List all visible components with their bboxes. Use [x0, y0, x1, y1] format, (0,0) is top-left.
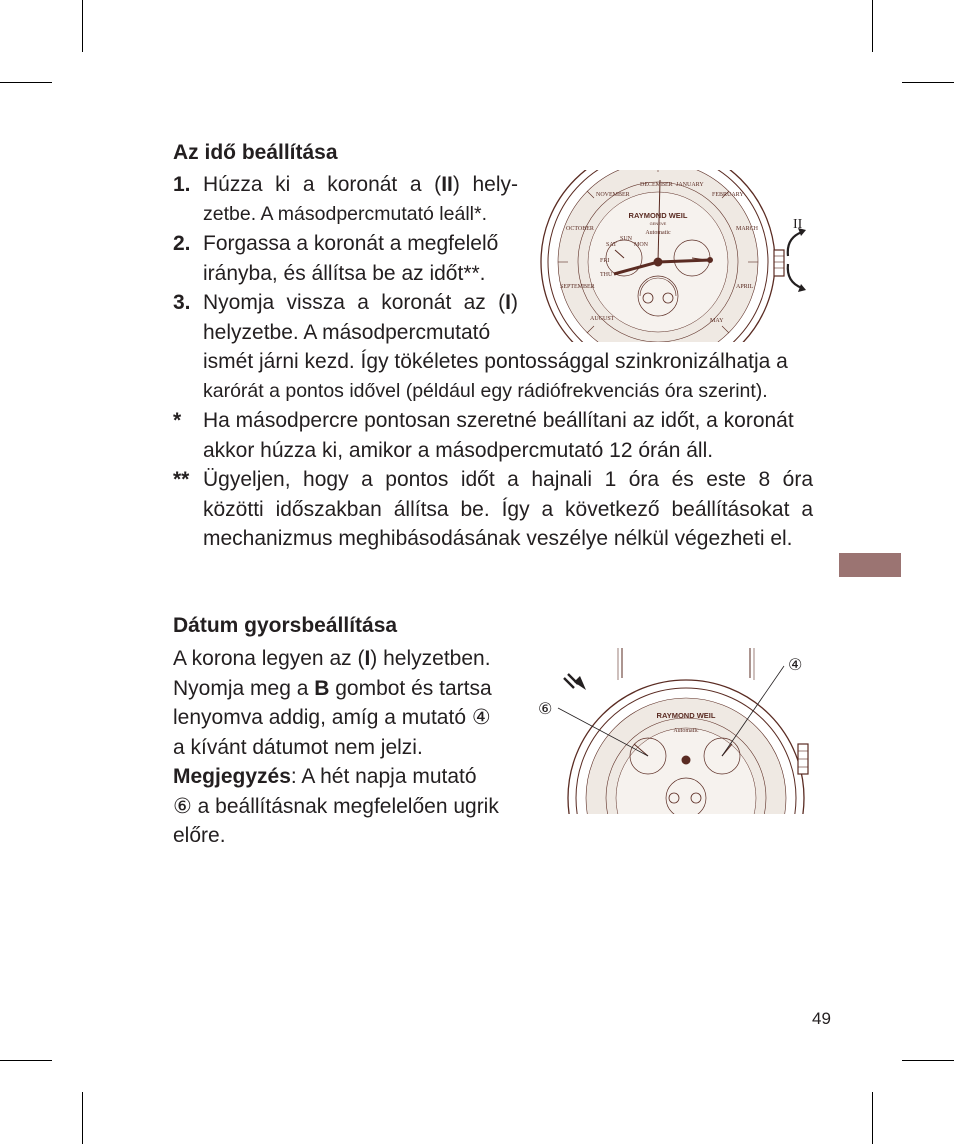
crop-mark [82, 1092, 83, 1144]
note-line: Ha másodpercre pontosan szeretné beállítani az időt, a koronát [203, 409, 794, 432]
section-title-time-setting: Az idő beállítása [173, 141, 338, 164]
dial-text: Automatic [673, 728, 699, 734]
crop-mark [902, 1060, 954, 1061]
callout-6-icon: ⑥ [538, 701, 553, 718]
crop-mark [872, 0, 873, 52]
instruction-line: Nyomja meg a B gombot és tartsa [173, 676, 492, 700]
month-label: MARCH [736, 226, 759, 232]
instruction-line: A korona legyen az (I) helyzetben. [173, 647, 491, 670]
page-number: 49 [812, 1009, 831, 1028]
day-label: SAT [606, 242, 617, 248]
step-number: 1. [173, 173, 191, 196]
crop-mark [0, 1060, 52, 1061]
date-instructions [173, 644, 518, 851]
step-line: karórát a pontos idővel (például egy rádiófrekvenciás óra szerint). [203, 379, 768, 402]
month-label: MAY [710, 318, 724, 324]
month-label: AUGUST [590, 316, 615, 322]
step-1 [173, 170, 518, 230]
step-number: 2. [173, 232, 191, 255]
month-label: DECEMBER [640, 182, 673, 188]
note-mark: ** [173, 468, 190, 491]
note-line: Ügyeljen, hogy a pontos időt a hajnali 1 óra és este 8 óra [203, 468, 813, 491]
note-line: ⑥ a beállításnak megfelelően ugrik [173, 794, 499, 818]
step-number: 3. [173, 291, 191, 314]
language-tab-marker [839, 553, 901, 577]
step-line: Húzza ki a koronát a (II) hely- [203, 173, 518, 196]
crop-mark [902, 82, 954, 83]
instruction-line: lenyomva addig, amíg a mutató ④ [173, 706, 491, 729]
month-label: JANUARY [676, 182, 704, 188]
note-line: Megjegyzés: A hét napja mutató [173, 765, 477, 788]
step-line: irányba, és állítsa be az időt**. [203, 261, 486, 285]
step-line: Forgassa a koronát a megfelelő [203, 232, 499, 255]
crown-position-label: II [793, 217, 803, 232]
day-label: MON [634, 242, 649, 248]
day-label: FRI [600, 258, 610, 264]
month-label: SEPTEMBER [560, 284, 595, 290]
crop-mark [0, 82, 52, 83]
step-line: ismét járni kezd. Így tökéletes pontossággal szinkronizálhatja a [203, 350, 788, 373]
note-line: mechanizmus meghibásodásának veszélye nélkül végezheti el. [203, 527, 793, 550]
step-line: zetbe. A másodpercmutató leáll*. [203, 202, 487, 225]
brand-logo: RAYMOND WEIL [656, 711, 716, 720]
step-line: helyzetbe. A másodpercmutató [203, 320, 491, 344]
crop-mark [872, 1092, 873, 1144]
watch-figure-crown-position [540, 170, 820, 345]
day-label: SUN [620, 236, 633, 242]
instruction-line: a kívánt dátumot nem jelzi. [173, 735, 423, 759]
month-label: OCTOBER [566, 226, 594, 232]
step-line: Nyomja vissza a koronát az (I) [203, 291, 518, 314]
dial-text: Automatic [645, 230, 671, 236]
section-title-date-quick-set: Dátum gyorsbeállítása [173, 614, 398, 637]
crop-mark [82, 0, 83, 52]
callout-4-icon: ④ [788, 657, 803, 674]
note-mark: * [173, 409, 182, 432]
brand-sub: GENEVE [649, 221, 667, 226]
month-label: NOVEMBER [596, 192, 630, 198]
brand-logo: RAYMOND WEIL [628, 211, 688, 220]
note-line: akkor húzza ki, amikor a másodpercmutató 12 órán áll. [203, 438, 714, 462]
note-line: előre. [173, 824, 226, 847]
note-line: közötti időszakban állítsa be. Így a következő beállításokat a [203, 497, 813, 521]
watch-figure-date-pusher [536, 648, 816, 816]
month-label: FEBRUARY [712, 192, 744, 198]
pusher-arrow-icon [564, 674, 586, 690]
day-label: THU [600, 272, 613, 278]
month-label: APRIL [736, 284, 754, 290]
